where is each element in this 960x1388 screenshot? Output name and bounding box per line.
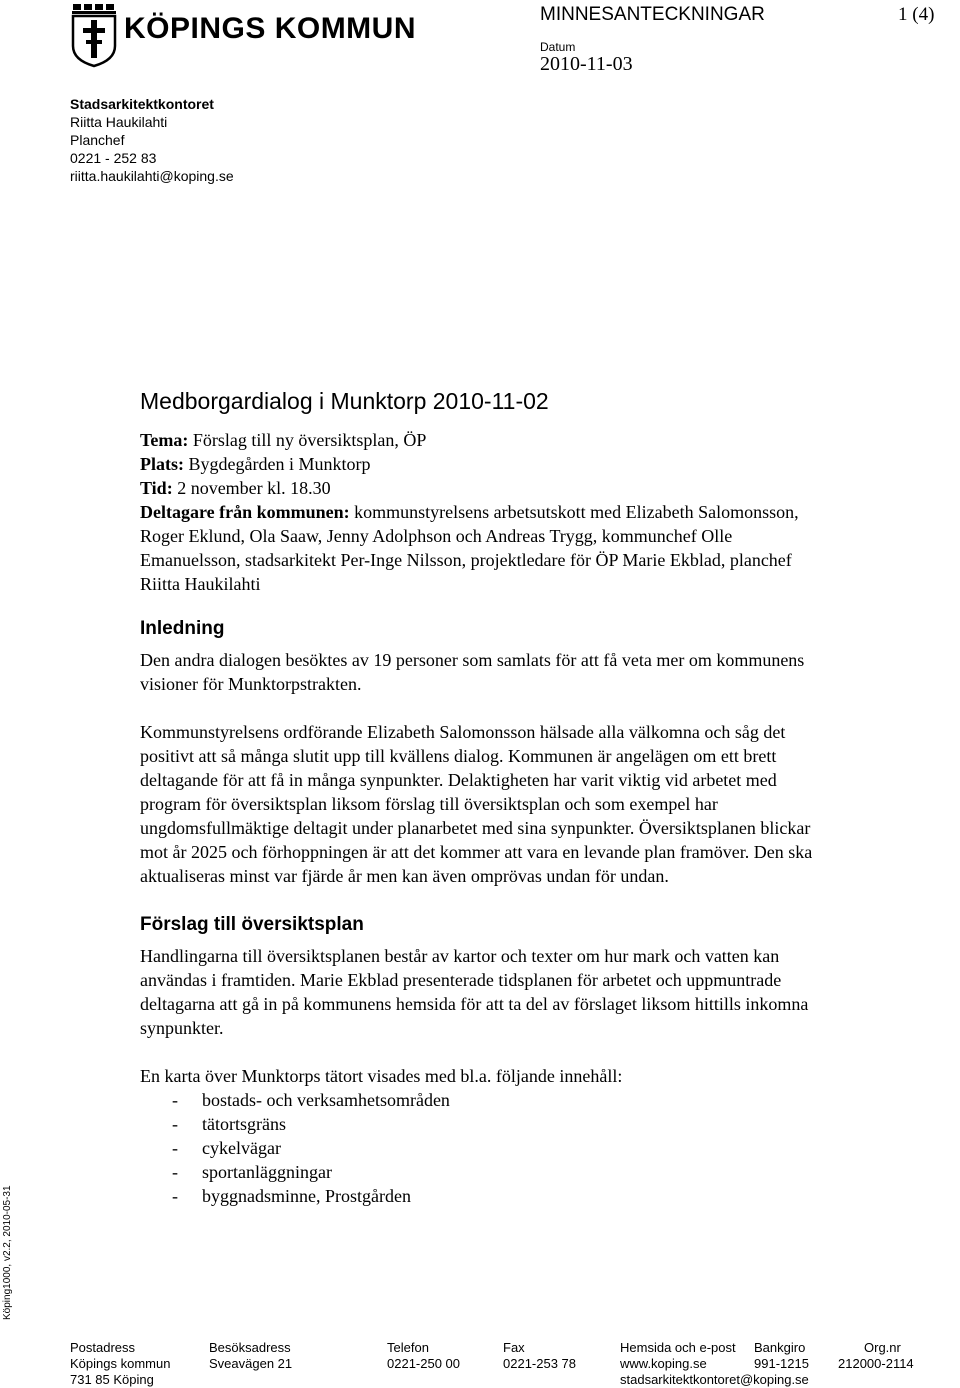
tid-value: 2 november kl. 18.30 (177, 478, 331, 498)
section-heading-inledning: Inledning (140, 618, 225, 639)
page-number: 1 (4) (898, 4, 935, 25)
logo-wordmark: KÖPINGS KOMMUN (124, 12, 416, 45)
sender-office: Stadsarkitektkontoret (70, 96, 214, 112)
paragraph: Den andra dialogen besöktes av 19 personer som samlats för att få veta mer om kommunens visioner för Munktorpstrakten. (140, 650, 805, 694)
footer-bankgiro: Bankgiro 991-1215 (754, 1340, 809, 1371)
section-heading-forslag: Förslag till översiktsplan (140, 914, 364, 935)
footer-orgnr: Org.nr 212000-2114 (838, 1340, 914, 1371)
tid-label: Tid: (140, 478, 173, 498)
coat-of-arms-icon (70, 2, 120, 68)
template-version-text: Köping1000, v2.2, 2010-05-31 (2, 1185, 13, 1320)
date-label: Datum (540, 40, 576, 54)
paragraph: Handlingarna till översiktsplanen består av kartor och texter om hur mark och vatten kan användas i framtiden. Marie Ekblad presenterade tidsplanen för arbetet och uppmuntrade deltagarna att gå in på kommunens hemsida för att ta del av förslaget liksom hittills inkomna synpunkter. (140, 946, 809, 1038)
email-link[interactable]: stadsarkitektkontoret@koping.se (620, 1372, 809, 1387)
main-content (140, 386, 930, 1208)
footer-telefon: Telefon 0221-250 00 (387, 1340, 461, 1371)
meta-tema (140, 428, 930, 452)
meta-tid (140, 476, 930, 500)
list-item: - tätortsgräns (140, 1112, 930, 1136)
footer-fax: Fax 0221-253 78 (503, 1340, 577, 1371)
map-content-list (140, 1088, 930, 1208)
list-item: - sportanläggningar (140, 1160, 930, 1184)
meta-deltagare (140, 500, 820, 596)
document-type: MINNESANTECKNINGAR (540, 4, 765, 25)
deltagare-label: Deltagare från kommunen: (140, 502, 350, 522)
list-item: - byggnadsminne, Prostgården (140, 1184, 930, 1208)
sender-email: riitta.haukilahti@koping.se (70, 168, 234, 184)
tema-value: Förslag till ny översiktsplan, ÖP (192, 430, 427, 450)
plats-value: Bygdegården i Munktorp (188, 454, 371, 474)
page-title: Medborgardialog i Munktorp 2010-11-02 (140, 388, 549, 414)
sender-name: Riitta Haukilahti (70, 114, 168, 130)
sender-phone: 0221 - 252 83 (70, 150, 157, 166)
website-link[interactable]: www.koping.se (620, 1356, 707, 1371)
paragraph: Kommunstyrelsens ordförande Elizabeth Salomonsson hälsade alla välkomna och såg det positivt att så många slutit upp till kvällens dialog. Kommunen är angelägen om ett brett deltagande för att få in många synpunkter. Delaktigheten har varit viktig vid arbetet med program för översiktsplan liksom förslag till översiktsplan och som exempel har ungdomsfullmäktige deltagit under planarbetet med sina synpunkter. Översiktsplanen blickar mot år 2025 och förhoppningen är att det kommer att vara en levande plan framöver. Den ska aktualiseras minst var fjärde år men kan även omprövas undan för undan. (140, 722, 813, 886)
plats-label: Plats: (140, 454, 184, 474)
list-item: - bostads- och verksamhetsområden (140, 1088, 930, 1112)
footer-postadress: Postadress Köpings kommun 731 85 Köping (70, 1340, 171, 1387)
deltagare-value: kommunstyrelsens arbetsutskott med Elizabeth Salomonsson, Roger Eklund, Ola Saaw, Jenny Adolphson och Andreas Trygg, kommunchef Olle Emanuelsson, stadsarkitekt Per-Inge Nilsson, projektledare för ÖP Marie Ekblad, planchef Riitta Haukilahti (140, 502, 799, 594)
tema-label: Tema: (140, 430, 189, 450)
sender-title: Planchef (70, 132, 125, 148)
municipality-logo (70, 2, 416, 68)
paragraph: En karta över Munktorps tätort visades med bl.a. följande innehåll: (140, 1066, 623, 1086)
list-item: - cykelvägar (140, 1136, 930, 1160)
footer-besoksadress: Besöksadress Sveavägen 21 (209, 1340, 293, 1371)
date-value: 2010-11-03 (540, 53, 633, 75)
footer-hemsida: Hemsida och e-post www.koping.se stadsarkitektkontoret@koping.se (620, 1340, 809, 1387)
sender-block (70, 95, 234, 185)
meta-plats (140, 452, 930, 476)
